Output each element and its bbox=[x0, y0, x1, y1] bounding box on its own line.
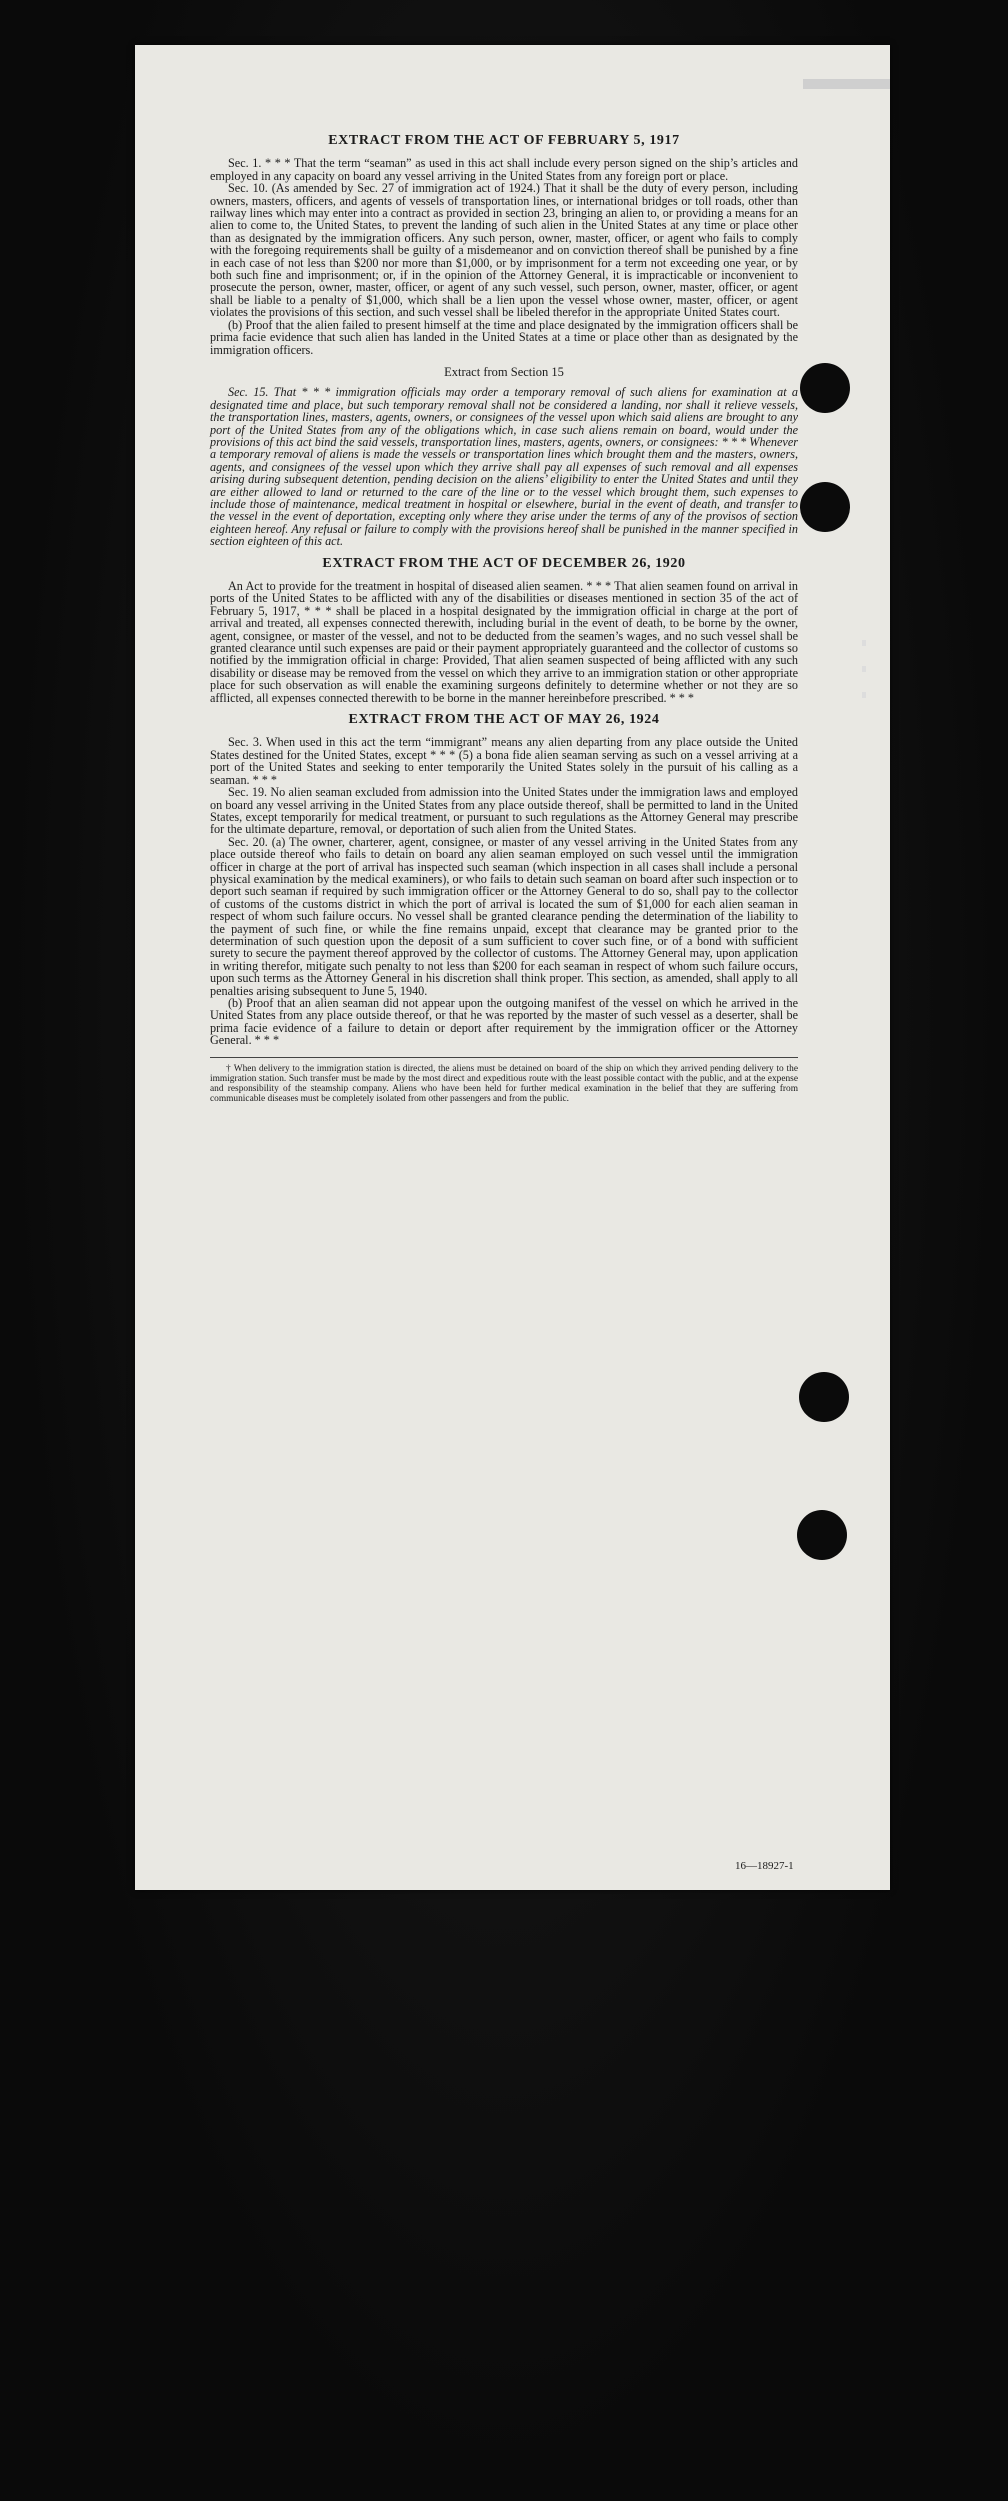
edge-mark bbox=[862, 666, 866, 672]
print-code: 16—18927-1 bbox=[735, 1860, 794, 1872]
paper-tab bbox=[803, 79, 890, 89]
punch-hole-4 bbox=[797, 1510, 847, 1560]
paragraph-act-1920: An Act to provide for the treatment in hospital of diseased alien seamen. * * * That alien seamen found on arrival in ports of the United States to be afflicted with any of the disabilities or diseases mentioned in section 35 of the act of February 5, 1917, * * * shall be placed in a hospital designated by the immigration official in charge at the port of arrival and treated, all expenses connected therewith, including burial in the event of death, to be borne by the owner, agent, consignee, or master of the vessel, and not to be deducted from the seamen’s wages, and no such vessel shall be granted clearance until such expenses are paid or their payment appropriately guaranteed and the collector of customs so notified by the immigration official in charge: Provided, That alien seamen suspected of being afflicted with any such disability or disease may be removed from the vessel on which they arrive to an immigration station or other appropriate place for such observation as will enable the examining surgeons definitely to determine whether or not they are so afflicted, all expenses connected therewith to be borne in the manner hereinbefore prescribed. * * * bbox=[210, 579, 798, 705]
subheading-section-15: Extract from Section 15 bbox=[444, 364, 564, 379]
paragraph-sec-19: Sec. 19. No alien seaman excluded from admission into the United States under the immigration laws and employed on board any vessel arriving in the United States from any place outside thereof, shall be permitted to land in the United States, except temporarily for medical treatment, or pursuant to such regulations as the Attorney General may prescribe for the ultimate departure, removal, or deportation of such alien from the United States. bbox=[210, 785, 798, 837]
punch-hole-3 bbox=[799, 1372, 849, 1422]
section-extract-15 bbox=[210, 366, 798, 548]
heading-act-1920: EXTRACT FROM THE ACT OF DECEMBER 26, 1920 bbox=[322, 555, 686, 571]
section-act-1924 bbox=[210, 714, 798, 1047]
paragraph-sec-15: Sec. 15. That * * * immigration officials may order a temporary removal of such aliens for examination at a designated time and place, but such temporary removal shall not be considered a landing, nor shall it relieve vessels, the transportation lines, masters, agents, owners, or consignees of the vessel upon which said aliens are brought to any port of the United States from any of the obligations which, in case such aliens remain on board, would under the provisions of this act bind the said vessels, transportation lines, masters, agents, owners, or consignees: * * * Whenever a temporary removal of aliens is made the vessels or transportation lines which brought them and the masters, owners, agents, and consignees of the vessel upon which they arrive shall pay all expenses of such removal and all expenses arising during subsequent detention, pending decision on the aliens’ eligibility to enter the United States and until they are either allowed to land or returned to the care of the line or to the vessel which brought them, such expenses to include those of maintenance, medical treatment in hospital or elsewhere, burial in the event of death, and transfer to the vessel in the event of deportation, excepting only where they arise under the terms of any of the provisos of section eighteen hereof. Any refusal or failure to comply with the provisions hereof shall be punished in the manner specified in section eighteen of this act. bbox=[210, 385, 798, 549]
section-act-1920 bbox=[210, 555, 798, 705]
paragraph-sec-3: Sec. 3. When used in this act the term “immigrant” means any alien departing from any place outside the United States destined for the United States, except * * * (5) a bona fide alien seaman serving as such on a vessel arriving at a port of the United States and seeking to enter temporarily the United States solely in the pursuit of his calling as a seaman. * * * bbox=[210, 735, 798, 787]
heading-act-1917: EXTRACT FROM THE ACT OF FEBRUARY 5, 1917 bbox=[328, 133, 680, 148]
edge-mark bbox=[862, 692, 866, 698]
footnote: † When delivery to the immigration station is directed, the aliens must be detained on board of the ship on which they arrived pending delivery to the immigration station. Such transfer must be made by the most direct and expeditious route with the least possible contact with the public, and at the expense and responsibility of the steamship company. Aliens who have been held for further medical examination in the belief that they are suffering from communicable diseases must be completely isolated from other passengers and from the public. bbox=[210, 1057, 798, 1105]
punch-hole-1 bbox=[800, 363, 850, 413]
paragraph-sec-10: Sec. 10. (As amended by Sec. 27 of immigration act of 1924.) That it shall be the duty of every person, including owners, masters, officers, and agents of vessels of transportation lines, or international bridges or toll roads, other than railway lines which may enter into a contract as provided in section 23, bringing an alien to, or providing a means for an alien to come to, the United States, to prevent the landing of such alien in the United States at any time or place other than as designated by the immigration officers. Any such person, owner, master, officer, or agent who fails to comply with the foregoing requirements shall be guilty of a misdemeanor and on conviction thereof shall be punished by a fine in each case of not less than $200 nor more than $1,000, or by imprisonment for a term not exceeding one year, or by both such fine and imprisonment; or, if in the opinion of the Attorney General, it is impracticable or inconvenient to prosecute the person, owner, master, officer, or agent of any such vessel, such person, owner, master, officer, or agent shall be liable to a penalty of $1,000, which shall be a lien upon the vessel whose owner, master, officer, or agent violates the provisions of this section, and such vessel shall be libeled therefor in the appropriate United States court. bbox=[210, 181, 798, 320]
document-body bbox=[210, 135, 798, 1104]
paragraph-sec-20a: Sec. 20. (a) The owner, charterer, agent, consignee, or master of any vessel arriving in the United States from any place outside thereof who fails to detain on board any alien seaman employed on such vessel until the immigration officer in charge at the port of arrival has inspected such seaman (which inspection in all cases shall include a personal physical examination by the medical examiners), or who fails to detain such seaman on board after such inspection or to deport such seaman if required by such immigration officer or the Attorney General to do so, shall pay to the collector of customs of the customs district in which the port of arrival is located the sum of $1,000 for each alien seaman in respect of whom such failure occurs. No vessel shall be granted clearance pending the determination of the liability to the payment of such fine, or while the fine remains unpaid, except that clearance may be granted prior to the determination of such question upon the deposit of a sum sufficient to cover such fine, or of a bond with sufficient surety to secure the payment thereof approved by the collector of customs. The Attorney General may, upon application in writing therefor, mitigate such penalty to not less than $200 for each seaman in respect of whom such failure occurs, upon such terms as the Attorney General in his discretion shall think proper. This section, as amended, shall apply to all penalties arising subsequent to June 5, 1940. bbox=[210, 834, 798, 998]
edge-mark bbox=[862, 640, 866, 646]
heading-act-1924: EXTRACT FROM THE ACT OF MAY 26, 1924 bbox=[348, 712, 660, 728]
paragraph-sec-1: Sec. 1. * * * That the term “seaman” as used in this act shall include every person signed on the ship’s articles and employed in any capacity on board any vessel arriving in the United States from any foreign port or place. bbox=[210, 156, 798, 183]
paragraph-sec-10b: (b) Proof that the alien failed to present himself at the time and place designated by the immigration officers shall be prima facie evidence that such alien has landed in the United States at a time or place other than as designated by the immigration officers. bbox=[210, 317, 798, 357]
edge-marks bbox=[862, 640, 866, 718]
punch-hole-2 bbox=[800, 482, 850, 532]
document-page bbox=[135, 45, 890, 1890]
section-act-1917 bbox=[210, 135, 798, 356]
paragraph-sec-20b: (b) Proof that an alien seaman did not appear upon the outgoing manifest of the vessel on which he arrived in the United States from any place outside thereof, or that he was reported by the master of such vessel as a deserter, shall be prima facie evidence of a failure to detain or deport after requirement by the immigration officer or the Attorney General. * * * bbox=[210, 996, 798, 1048]
